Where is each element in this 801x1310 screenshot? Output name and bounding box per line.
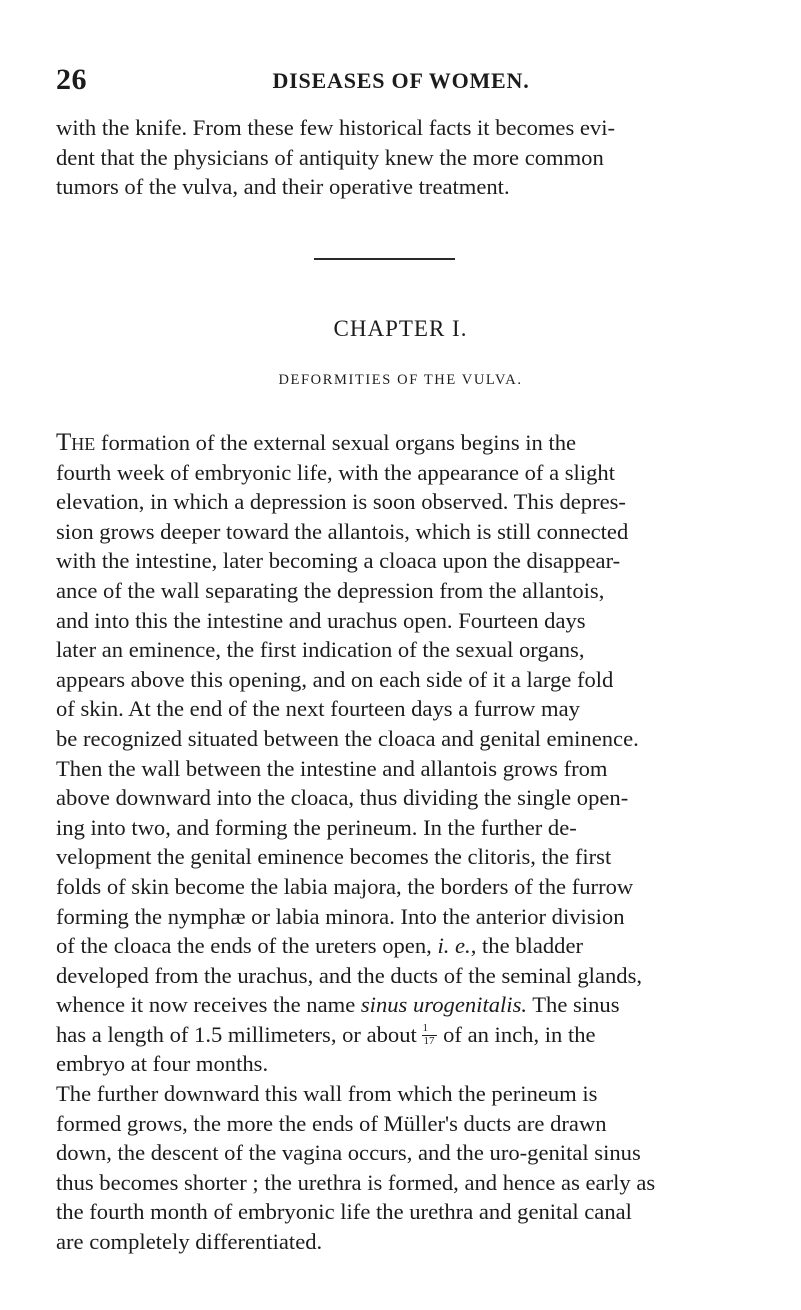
text-line: Then the wall between the intestine and allantois grows from	[56, 755, 608, 781]
text-line	[56, 931, 746, 961]
fraction-denominator: 17	[423, 1034, 435, 1047]
text-line: be recognized situated between the cloaca and genital eminence.	[56, 725, 639, 751]
fraction	[422, 1021, 437, 1047]
section-title: DEFORMITIES OF THE VULVA.	[278, 372, 523, 388]
text-fragment: whence it now receives the name	[56, 992, 361, 1018]
intro-paragraph	[56, 113, 746, 202]
text-line: the fourth month of embryonic life the urethra and genital canal	[56, 1199, 632, 1225]
text-line: thus becomes shorter ; the urethra is formed, and hence as early as	[56, 1169, 656, 1195]
italic-abbreviation: i. e.	[437, 933, 471, 959]
text-line: are completely differentiated.	[56, 1229, 323, 1255]
text-line: elevation, in which a depression is soon observed. This depres-	[56, 489, 626, 515]
text-line: above downward into the cloaca, thus dividing the single open-	[56, 785, 629, 811]
text-line: down, the descent of the vagina occurs, and the uro-genital sinus	[56, 1140, 641, 1166]
text-fragment: has a length of 1.5 millimeters, or about	[56, 1021, 423, 1047]
text-line: ance of the wall separating the depression from the allantois,	[56, 577, 605, 603]
text-line: with the intestine, later becoming a cloaca upon the disappear-	[56, 548, 621, 574]
text-line: ing into two, and forming the perineum. In the further de-	[56, 814, 577, 840]
text-line: forming the nymphæ or labia minora. Into the anterior division	[56, 903, 625, 929]
text-fragment: The sinus	[527, 992, 620, 1018]
text-line: folds of skin become the labia majora, the borders of the furrow	[56, 873, 634, 899]
running-head	[56, 62, 746, 98]
text-line: dent that the physicians of antiquity knew the more common	[56, 144, 604, 170]
text-line: The further downward this wall from which the perineum is	[56, 1081, 598, 1107]
text-line: tumors of the vulva, and their operative treatment.	[56, 174, 510, 200]
text-fragment: , the bladder	[470, 933, 583, 959]
text-line: formed grows, the more the ends of Müller's ducts are drawn	[56, 1110, 607, 1136]
text-line: appears above this opening, and on each side of it a large fold	[56, 666, 614, 692]
text-line	[56, 1020, 746, 1050]
text-line: and into this the intestine and urachus open. Fourteen days	[56, 607, 586, 633]
page-number: 26	[56, 63, 87, 96]
text-line: velopment the genital eminence becomes the clitoris, the first	[56, 844, 612, 870]
text-line: fourth week of embryonic life, with the appearance of a slight	[56, 459, 615, 485]
text-fragment: formation of the external sexual organs begins in the	[95, 430, 577, 455]
text-line: sion grows deeper toward the allantois, which is still connected	[56, 518, 629, 544]
chapter-title: CHAPTER I.	[333, 316, 468, 341]
text-line: developed from the urachus, and the ducts of the seminal glands,	[56, 962, 643, 988]
italic-term: sinus urogenitalis.	[360, 992, 528, 1018]
text-fragment: of the cloaca the ends of the ureters open,	[56, 933, 438, 959]
text-line: embryo at four months.	[56, 1051, 269, 1077]
fraction-numerator: 1	[422, 1021, 428, 1034]
lead-word: The	[56, 429, 96, 456]
text-line: of skin. At the end of the next fourteen days a furrow may	[56, 696, 580, 722]
text-fragment: of an inch, in the	[437, 1021, 596, 1047]
text-line	[56, 990, 746, 1020]
chapter-body	[56, 428, 746, 1257]
text-line: later an eminence, the first indication of the sexual organs,	[56, 637, 585, 663]
running-title: DISEASES OF WOMEN.	[272, 68, 530, 93]
section-divider	[314, 258, 455, 260]
text-line	[56, 428, 746, 458]
text-line: with the knife. From these few historical facts it becomes evi-	[56, 115, 616, 140]
